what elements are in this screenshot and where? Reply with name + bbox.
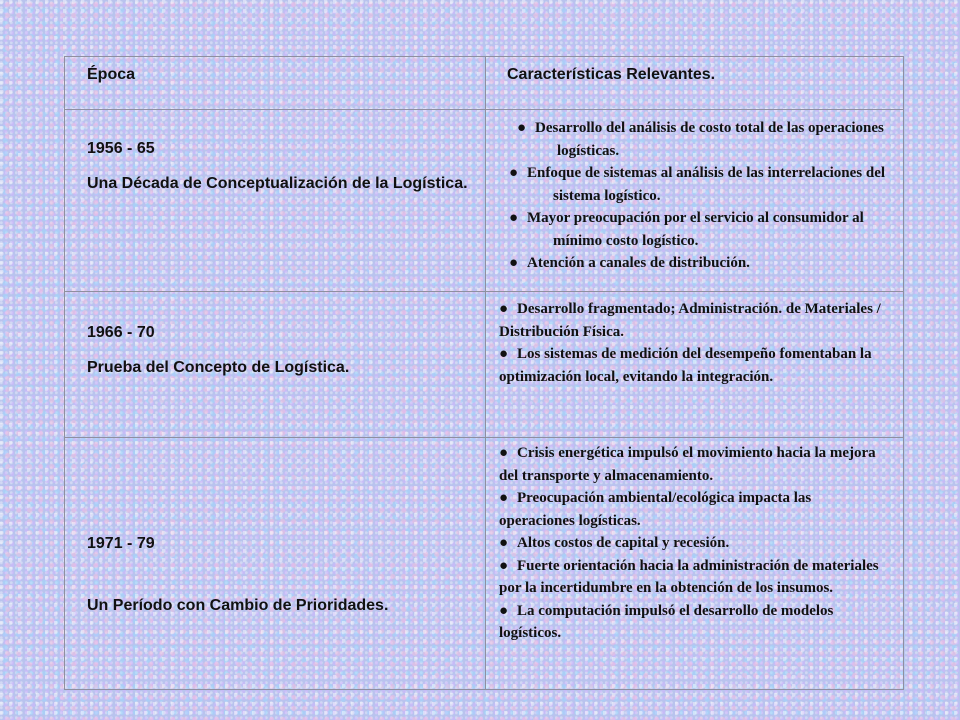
table-row [65,437,903,690]
bullet-list [499,117,889,275]
bullet-icon: ● [499,535,509,551]
header-epoch: Época [87,66,136,83]
table-header-row [65,57,903,109]
header-cell-characteristics [486,57,903,109]
bullet-item: ● Fuerte orientación hacia la administración de materiales por la incertidumbre en la obtención de los insumos. [499,555,889,600]
bullet-list [499,442,889,645]
bullet-icon: ● [509,210,519,226]
characteristics-cell [486,110,903,292]
bullet-icon: ● [499,346,509,362]
epoch-text [87,322,349,378]
bullet-item: ● Enfoque de sistemas al análisis de las interrelaciones del sistema logístico. [499,162,889,207]
header-cell-epoch [65,57,486,109]
bullet-item: ● Desarrollo fragmentado; Administración. de Materiales / Distribución Física. [499,298,889,343]
bullet-item: ● Crisis energética impulsó el movimiento hacia la mejora del transporte y almacenamiento. [499,442,889,487]
bullet-icon: ● [509,165,519,181]
bullet-list [499,298,889,388]
bullet-icon: ● [499,557,509,574]
bullet-item: ● Altos costos de capital y recesión. [499,532,889,555]
epoch-cell [65,110,486,292]
bullet-icon: ● [499,602,509,619]
characteristics-cell [486,292,903,438]
epoch-title: Prueba del Concepto de Logística. [87,359,350,376]
bullet-icon: ● [517,120,527,136]
epoch-title: Un Período con Cambio de Prioridades. [87,597,389,614]
epoch-text [87,138,468,194]
table-row [65,291,903,438]
bullet-item: ● Mayor preocupación por el servicio al consumidor al mínimo costo logístico. [499,207,889,252]
table-row [65,109,903,292]
bullet-icon: ● [499,301,509,317]
epoch-cell [65,292,486,438]
epoch-cell [65,438,486,690]
epoch-title: Una Década de Conceptualización de la Logística. [87,175,468,192]
epoch-years: 1971 - 79 [87,535,155,552]
header-characteristics: Características Relevantes. [507,66,716,83]
bullet-item: ● Desarrollo del análisis de costo total de las operaciones logísticas. [499,117,889,162]
characteristics-cell [486,438,903,690]
bullet-item: ● La computación impulsó el desarrollo de modelos logísticos. [499,600,889,645]
bullet-item: ● Atención a canales de distribución. [499,252,889,275]
bullet-item: ● Preocupación ambiental/ecológica impacta las operaciones logísticas. [499,487,889,532]
bullet-icon: ● [499,445,509,461]
logistics-eras-table [64,56,904,690]
bullet-icon: ● [499,490,509,506]
bullet-item: ● Los sistemas de medición del desempeño fomentaban la optimización local, evitando la integración. [499,343,889,388]
epoch-years: 1956 - 65 [87,140,155,157]
epoch-text [87,533,388,616]
bullet-icon: ● [509,255,519,271]
epoch-years: 1966 - 70 [87,324,155,341]
